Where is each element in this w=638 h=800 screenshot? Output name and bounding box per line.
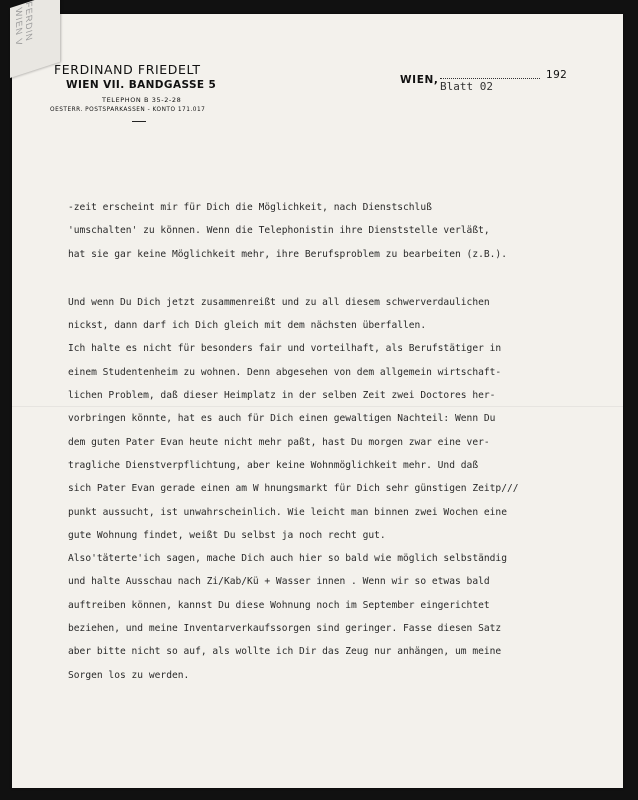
text-line: lichen Problem, daß dieser Heimplatz in der selben Zeit zwei Doctores her- (68, 390, 496, 402)
text-line: nickst, dann darf ich Dich gleich mit dem nächsten überfallen. (68, 320, 427, 332)
text-line: dem guten Pater Evan heute nicht mehr paßt, hast Du morgen zwar eine ver- (68, 436, 490, 448)
text-line: tragliche Dienstverpflichtung, aber keine Wohnmöglichkeit mehr. Und daß (68, 459, 479, 471)
text-line: auftreiben können, kannst Du diese Wohnung noch im September eingerichtet (68, 599, 490, 611)
text-line: beziehen, und meine Inventarverkaufssorgen sind geringer. Fasse diesen Satz (68, 623, 502, 635)
text-line: Ich halte es nicht für besonders fair und vorteilhaft, als Berufstätiger in (68, 343, 502, 355)
letter-sheet (12, 0, 623, 788)
letterhead-account: OESTERR. POSTSPARKASSEN - KONTO 171.017 (50, 107, 206, 113)
text-line: Also'täterte'ich sagen, mache Dich auch hier so bald wie möglich selbständig (68, 553, 507, 565)
text-line: 'umschalten' zu können. Wenn die Telephonistin ihre Dienststelle verläßt, (68, 225, 490, 237)
corner-stamp-text-2: FERDIN (24, 0, 34, 43)
sheet-number: Blatt 02 (440, 80, 493, 93)
dateline-dotted-rule (440, 78, 540, 79)
dateline (400, 68, 600, 93)
text-line: -zeit erscheint mir für Dich die Möglichkeit, nach Dienstschluß (68, 202, 432, 213)
text-line: Und wenn Du Dich jetzt zusammenreißt und zu all diesem schwerverdaulichen (68, 296, 490, 308)
letter-body (68, 196, 608, 687)
letterhead-name: FERDINAND FRIEDELT (54, 62, 201, 77)
text-line: Sorgen los zu werden. (68, 669, 190, 681)
text-line: gute Wohnung findet, weißt Du selbst ja noch recht gut. (68, 529, 386, 541)
paragraph-2 (68, 291, 608, 687)
dateline-city: WIEN, (400, 74, 439, 86)
paragraph-gap (68, 266, 608, 291)
letterhead (50, 62, 250, 122)
text-line: und halte Ausschau nach Zi/Kab/Kü + Wasser innen . Wenn wir so etwas bald (68, 576, 490, 588)
text-line: sich Pater Evan gerade einen am W hnungsmarkt für Dich sehr günstigen Zeitp/// (68, 483, 519, 495)
letterhead-phone: TELEPHON B 35-2-28 (102, 96, 182, 104)
text-line: einem Studentenheim zu wohnen. Denn abgesehen von dem allgemein wirtschaft- (68, 366, 502, 378)
letterhead-divider (132, 121, 146, 122)
letterhead-street: WIEN VII. BANDGASSE 5 (66, 79, 217, 91)
text-line: vorbringen könnte, hat es auch für Dich einen gewaltigen Nachteil: Wenn Du (68, 413, 496, 425)
paragraph-1 (68, 196, 608, 266)
dateline-year: 192 (546, 69, 568, 81)
corner-stamp-text-1: WIEN V (14, 6, 24, 48)
text-line: punkt aussucht, ist unwahrscheinlich. Wie leicht man binnen zwei Wochen eine (68, 506, 507, 518)
text-line: hat sie gar keine Möglichkeit mehr, ihre Berufsproblem zu bearbeiten (z.B.). (68, 248, 507, 260)
text-line: aber bitte nicht so auf, als wollte ich Dir das Zeug nur anhängen, um meine (68, 646, 502, 658)
